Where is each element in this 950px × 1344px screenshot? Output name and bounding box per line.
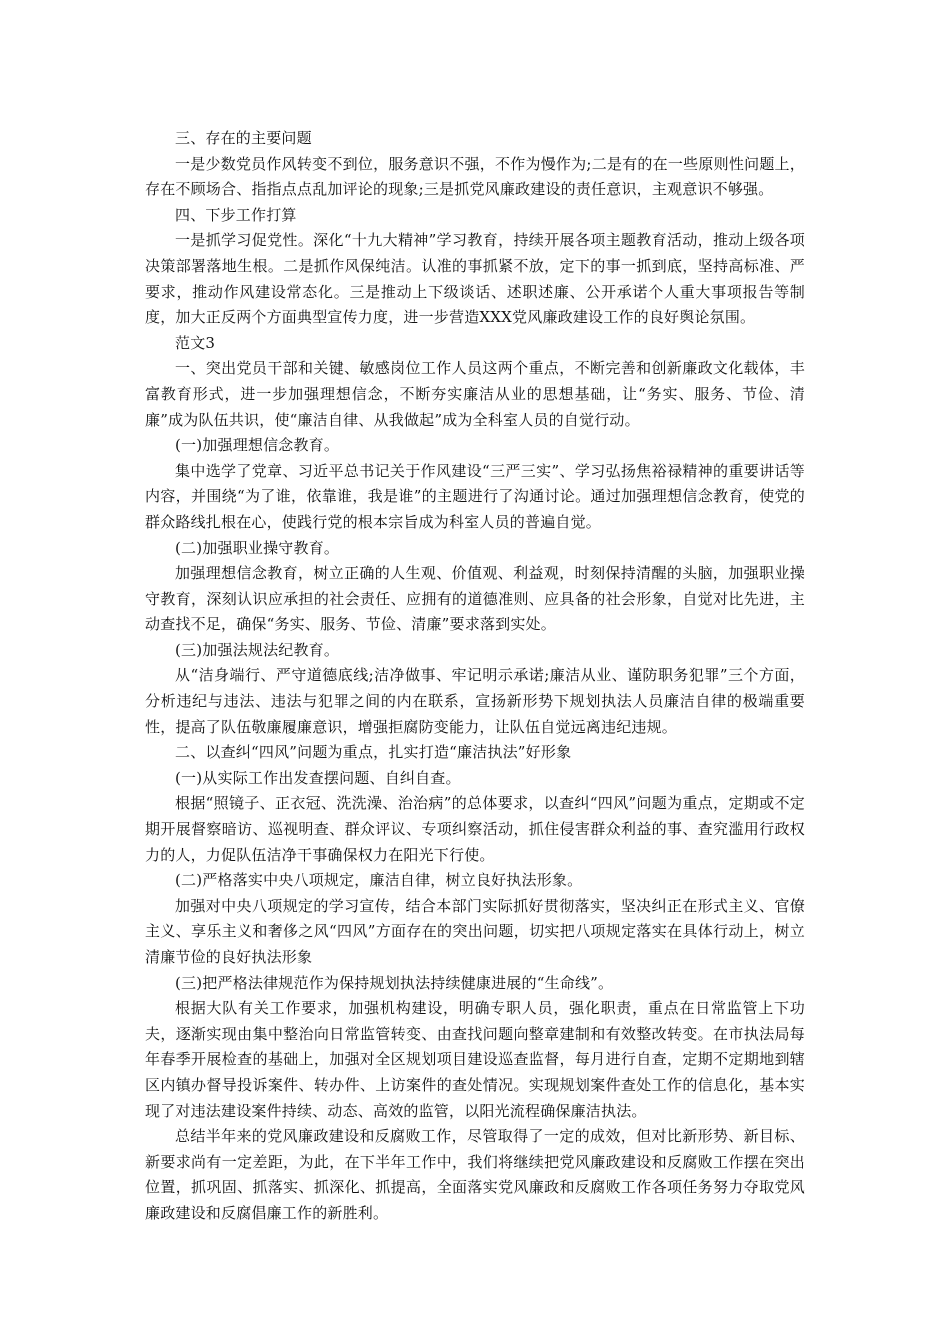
paragraph: 一是少数党员作风转变不到位，服务意识不强，不作为慢作为;二是有的在一些原则性问题上，存在不顾场合、指指点点乱加评论的现象;三是抓党风廉政建设的责任意识，主观意识不够强。 [145,154,805,199]
subheading: (三)加强法规法纪教育。 [175,640,340,659]
paragraph: 加强对中央八项规定的学习宣传，结合本部门实际抓好贯彻落实，坚决纠正在形式主义、官僚主义、享乐主义和奢侈之风“四风”方面存在的突出问题，切实把八项规定落实在具体行动上，树立清廉节俭的良好执法形象 [145,896,805,966]
paragraph: 一、突出党员干部和关键、敏感岗位工作人员这两个重点，不断完善和创新廉政文化载体，丰富教育形式，进一步加强理想信念，不断夯实廉洁从业的思想基础，让“务实、服务、节俭、清廉”成为队伍共识，使“廉洁自律、从我做起”成为全科室人员的自觉行动。 [145,359,805,429]
sample-title: 范文3 [175,333,216,352]
section-heading-next-steps: 四、下步工作打算 [175,205,297,224]
paragraph: 集中选学了党章、习近平总书记关于作风建设“三严三实”、学习弘扬焦裕禄精神的重要讲话等内容，并围绕“为了谁，依靠谁，我是谁”的主题进行了沟通讨论。通过加强理想信念教育，使党的群众路线扎根在心，使践行党的根本宗旨成为科室人员的普遍自觉。 [145,461,805,531]
subheading: (一)加强理想信念教育。 [175,436,340,455]
subheading: (二)加强职业操守教育。 [175,538,340,557]
paragraph: 总结半年来的党风廉政建设和反腐败工作，尽管取得了一定的成效，但对比新形势、新目标、新要求尚有一定差距，为此，在下半年工作中，我们将继续把党风廉政建设和反腐败工作摆在突出位置，抓巩固、抓落实、抓深化、抓提高，全面落实党风廉政和反腐败工作各项任务努力夺取党风廉政建设和反腐倡廉工作的新胜利。 [145,1127,805,1222]
subheading: (一)从实际工作出发查摆问题、自纠自查。 [175,768,461,787]
section-heading-problems: 三、存在的主要问题 [175,129,312,147]
paragraph: 加强理想信念教育，树立正确的人生观、价值观、利益观，时刻保持清醒的头脑，加强职业操守教育，深刻认识应承担的社会责任、应拥有的道德准则、应具备的社会形象，自觉对比先进，主动查找不足，确保“务实、服务、节俭、清廉”要求落到实处。 [145,564,805,634]
paragraph: 根据大队有关工作要求，加强机构建设，明确专职人员，强化职责，重点在日常监管上下功夫，逐渐实现由集中整治向日常监管转变、由查找问题向整章建制和有效整改转变。在市执法局每年春季开展检查的基础上，加强对全区规划项目建设巡查监督，每月进行自查，定期不定期地到辖区内镇办督导投诉案件、转办件、上访案件的查处情况。实现规划案件查处工作的信息化，基本实现了对违法建设案件持续、动态、高效的监管，以阳光流程确保廉洁执法。 [145,999,805,1120]
paragraph: 根据“照镜子、正衣冠、洗洗澡、治治病”的总体要求，以查纠“四风”问题为重点，定期或不定期开展督察暗访、巡视明查、群众评议、专项纠察活动，抓住侵害群众利益的事、查究滥用行政权力的人，力促队伍洁净干事确保权力在阳光下行使。 [145,794,805,864]
section-heading: 二、以查纠“四风”问题为重点，扎实打造“廉洁执法”好形象 [175,743,572,762]
paragraph: 一是抓学习促党性。深化“十九大精神”学习教育，持续开展各项主题教育活动，推动上级各项决策部署落地生根。二是抓作风保纯洁。认准的事抓紧不放，定下的事一抓到底，坚持高标准、严要求，推动作风建设常态化。三是推动上下级谈话、述职述廉、公开承诺个人重大事项报告等制度，加大正反两个方面典型宣传力度，进一步营造XXX党风廉政建设工作的良好舆论氛围。 [145,231,805,327]
subheading: (三)把严格法律规范作为保持规划执法持续健康进展的“生命线”。 [175,973,614,992]
document-body [145,126,805,1227]
paragraph: 从“洁身端行、严守道德底线;洁净做事、牢记明示承诺;廉洁从业、谨防职务犯罪”三个方面，分析违纪与违法、违法与犯罪之间的内在联系，宣扬新形势下规划执法人员廉洁自律的极端重要性，提高了队伍敬廉履廉意识，增强拒腐防变能力，让队伍自觉远离违纪违规。 [145,666,805,736]
subheading: (二)严格落实中央八项规定，廉洁自律，树立良好执法形象。 [175,871,583,890]
